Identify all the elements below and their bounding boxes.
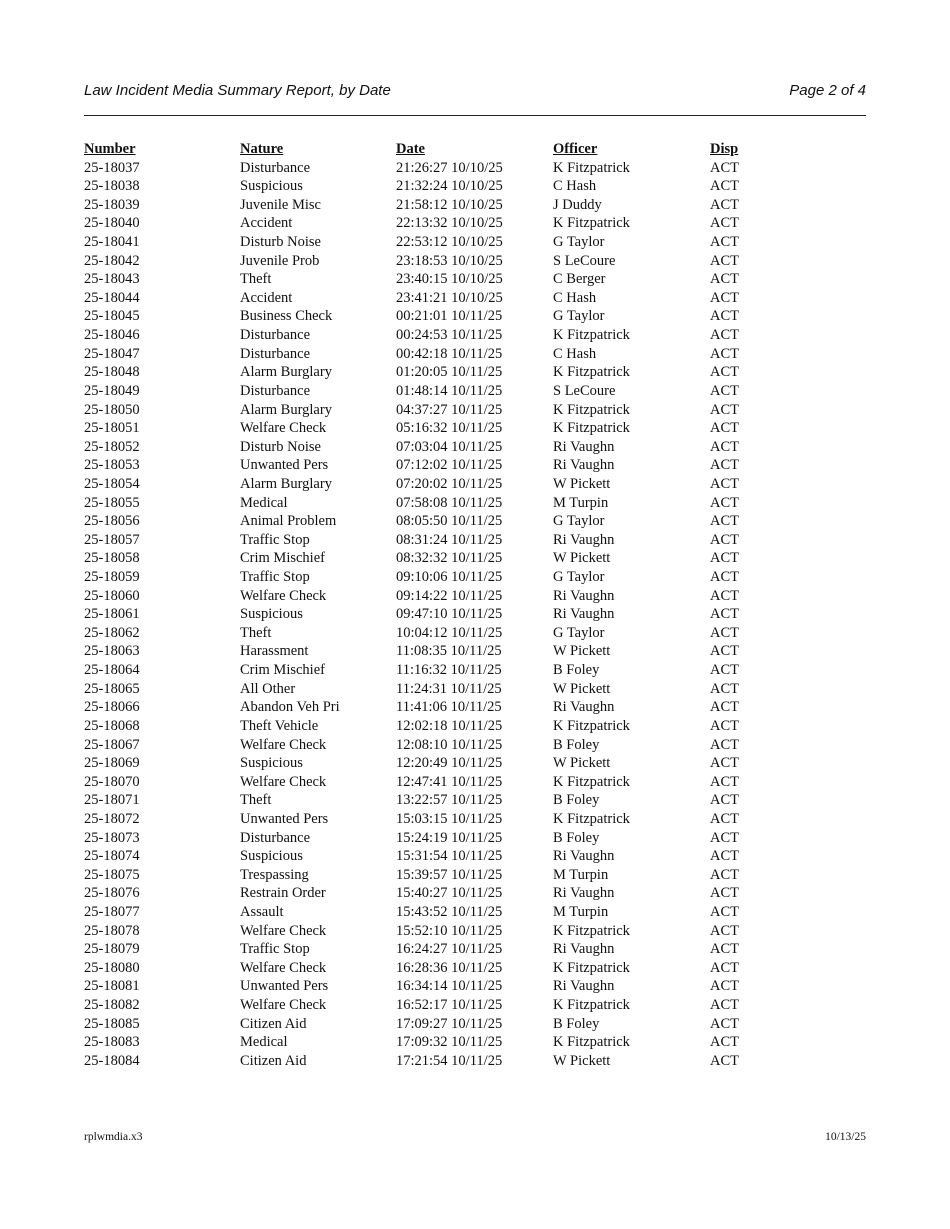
incident-disp: ACT [710,327,739,344]
incident-nature: Unwanted Pers [240,810,329,827]
incident-nature: Harassment [240,643,309,660]
incident-date: 17:09:27 10/11/25 [396,1015,503,1032]
incident-disp: ACT [710,885,739,902]
incident-disp: ACT [710,438,739,455]
print-date: 10/13/25 [825,1131,866,1143]
incident-date: 12:08:10 10/11/25 [396,736,503,753]
incident-nature: Theft [240,792,272,809]
incident-disp: ACT [710,364,739,381]
incident-date: 15:31:54 10/11/25 [396,848,503,865]
incident-disp: ACT [710,1052,739,1069]
incident-officer: Ri Vaughn [553,885,615,902]
incident-number: 25-18071 [84,792,140,809]
incident-date: 08:31:24 10/11/25 [396,531,503,548]
incident-disp: ACT [710,215,739,232]
incident-disp: ACT [710,903,739,920]
incident-officer: B Foley [553,662,600,679]
incident-nature: Citizen Aid [240,1052,307,1069]
incident-nature: Disturbance [240,382,311,399]
incident-number: 25-18046 [84,327,140,344]
incident-date: 01:20:05 10/11/25 [396,364,503,381]
incident-officer: B Foley [553,1015,600,1032]
incident-officer: K Fitzpatrick [553,959,630,976]
incident-nature: Alarm Burglary [240,475,332,492]
incident-officer: Ri Vaughn [553,941,615,958]
incident-date: 04:37:27 10/11/25 [396,401,503,418]
incident-number: 25-18041 [84,234,140,251]
incident-disp: ACT [710,234,739,251]
incident-nature: Assault [240,903,284,920]
incident-number: 25-18083 [84,1034,140,1051]
incident-date: 00:42:18 10/11/25 [396,345,503,362]
incident-date: 21:26:27 10/10/25 [396,159,503,176]
report-id: rplwmdia.x3 [84,1131,143,1143]
incident-nature: Traffic Stop [240,531,310,548]
incident-date: 00:24:53 10/11/25 [396,327,503,344]
incident-officer: Ri Vaughn [553,587,615,604]
incident-nature: Alarm Burglary [240,364,332,381]
incident-number: 25-18051 [84,420,140,437]
incident-number: 25-18081 [84,978,140,995]
incident-disp: ACT [710,680,739,697]
incident-officer: S LeCoure [553,252,616,269]
incident-officer: Ri Vaughn [553,438,615,455]
incident-officer: C Hash [553,289,597,306]
incident-officer: W Pickett [553,643,611,660]
incident-nature: Crim Mischief [240,550,325,567]
incident-date: 08:32:32 10/11/25 [396,550,503,567]
incident-officer: J Duddy [553,196,602,213]
incident-date: 09:47:10 10/11/25 [396,606,503,623]
incident-officer: B Foley [553,736,600,753]
incident-disp: ACT [710,662,739,679]
incident-nature: Disturbance [240,159,311,176]
incident-number: 25-18082 [84,997,140,1014]
incident-date: 23:18:53 10/10/25 [396,252,503,269]
incident-nature: Medical [240,1034,288,1051]
incident-date: 22:13:32 10/10/25 [396,215,503,232]
incident-date: 15:52:10 10/11/25 [396,922,503,939]
incident-nature: Suspicious [240,755,303,772]
incident-nature: Suspicious [240,606,303,623]
incident-disp: ACT [710,699,739,716]
incident-number: 25-18069 [84,755,140,772]
incident-number: 25-18062 [84,624,140,641]
incident-disp: ACT [710,475,739,492]
incident-date: 11:08:35 10/11/25 [396,643,502,660]
incident-number: 25-18075 [84,866,140,883]
incident-officer: K Fitzpatrick [553,159,630,176]
incident-date: 12:20:49 10/11/25 [396,755,503,772]
incident-date: 16:24:27 10/11/25 [396,941,503,958]
incident-officer: G Taylor [553,624,605,641]
incident-officer: W Pickett [553,475,611,492]
incident-nature: Juvenile Prob [240,252,320,269]
incident-date: 10:04:12 10/11/25 [396,624,503,641]
incident-number: 25-18042 [84,252,140,269]
incident-disp: ACT [710,494,739,511]
incident-number: 25-18040 [84,215,140,232]
incident-nature: Trespassing [240,866,309,883]
incident-nature: Abandon Veh Pri [240,699,340,716]
incident-disp: ACT [710,457,739,474]
incident-officer: K Fitzpatrick [553,773,630,790]
incident-nature: Animal Problem [240,513,337,530]
incident-disp: ACT [710,941,739,958]
incident-date: 08:05:50 10/11/25 [396,513,503,530]
incident-disp: ACT [710,848,739,865]
incident-date: 11:41:06 10/11/25 [396,699,502,716]
incident-date: 07:20:02 10/11/25 [396,475,503,492]
incident-number: 25-18084 [84,1052,140,1069]
incident-date: 01:48:14 10/11/25 [396,382,503,399]
incident-number: 25-18058 [84,550,140,567]
incident-officer: K Fitzpatrick [553,420,630,437]
incident-disp: ACT [710,420,739,437]
incident-number: 25-18067 [84,736,140,753]
incident-nature: Crim Mischief [240,662,325,679]
incident-nature: Disturbance [240,327,311,344]
incident-disp: ACT [710,289,739,306]
incident-number: 25-18066 [84,699,140,716]
incident-disp: ACT [710,382,739,399]
incident-officer: K Fitzpatrick [553,810,630,827]
incident-nature: All Other [240,680,296,697]
incident-number: 25-18044 [84,289,140,306]
incident-number: 25-18064 [84,662,140,679]
incident-disp: ACT [710,736,739,753]
incident-disp: ACT [710,178,739,195]
incident-nature: Welfare Check [240,959,327,976]
incident-number: 25-18052 [84,438,140,455]
incident-disp: ACT [710,829,739,846]
incident-number: 25-18047 [84,345,140,362]
incident-number: 25-18070 [84,773,140,790]
column-header-disp: Disp [710,141,739,157]
incident-number: 25-18068 [84,717,140,734]
incident-date: 15:40:27 10/11/25 [396,885,503,902]
incident-number: 25-18078 [84,922,140,939]
incident-number: 25-18056 [84,513,140,530]
incident-officer: K Fitzpatrick [553,922,630,939]
incident-disp: ACT [710,1034,739,1051]
incident-number: 25-18080 [84,959,140,976]
incident-officer: Ri Vaughn [553,606,615,623]
incident-officer: M Turpin [553,866,609,883]
incident-nature: Disturb Noise [240,234,321,251]
incident-date: 07:03:04 10/11/25 [396,438,503,455]
incident-officer: C Berger [553,271,606,288]
incident-disp: ACT [710,196,739,213]
incident-nature: Restrain Order [240,885,326,902]
incident-officer: B Foley [553,829,600,846]
incident-date: 23:41:21 10/10/25 [396,289,503,306]
incident-nature: Disturb Noise [240,438,321,455]
incident-number: 25-18059 [84,569,140,586]
incident-date: 21:32:24 10/10/25 [396,178,503,195]
incident-nature: Welfare Check [240,922,327,939]
incident-officer: Ri Vaughn [553,699,615,716]
incident-date: 22:53:12 10/10/25 [396,234,503,251]
incident-nature: Medical [240,494,288,511]
incident-number: 25-18074 [84,848,140,865]
incident-date: 17:21:54 10/11/25 [396,1052,503,1069]
incident-nature: Unwanted Pers [240,457,329,474]
header-divider [84,115,866,116]
incident-date: 21:58:12 10/10/25 [396,196,503,213]
incident-nature: Theft [240,271,272,288]
incident-nature: Welfare Check [240,736,327,753]
incident-officer: Ri Vaughn [553,531,615,548]
incident-number: 25-18060 [84,587,140,604]
incident-number: 25-18054 [84,475,140,492]
incident-nature: Welfare Check [240,587,327,604]
incident-nature: Welfare Check [240,997,327,1014]
column-header-officer: Officer [553,141,598,157]
incident-officer: S LeCoure [553,382,616,399]
incident-disp: ACT [710,401,739,418]
incident-nature: Theft [240,624,272,641]
incident-date: 15:24:19 10/11/25 [396,829,503,846]
incident-date: 09:10:06 10/11/25 [396,569,503,586]
incident-officer: K Fitzpatrick [553,401,630,418]
incident-date: 23:40:15 10/10/25 [396,271,503,288]
incident-date: 11:24:31 10/11/25 [396,680,502,697]
incident-number: 25-18038 [84,178,140,195]
incident-nature: Theft Vehicle [240,717,319,734]
incident-number: 25-18085 [84,1015,140,1032]
incident-number: 25-18061 [84,606,140,623]
incident-nature: Welfare Check [240,773,327,790]
incident-date: 15:43:52 10/11/25 [396,903,503,920]
incident-number: 25-18079 [84,941,140,958]
incident-number: 25-18049 [84,382,140,399]
incident-officer: M Turpin [553,494,609,511]
incident-disp: ACT [710,717,739,734]
incident-number: 25-18048 [84,364,140,381]
incident-disp: ACT [710,959,739,976]
incident-officer: B Foley [553,792,600,809]
incident-officer: C Hash [553,178,597,195]
incident-nature: Accident [240,215,293,232]
incident-officer: W Pickett [553,755,611,772]
incident-disp: ACT [710,978,739,995]
incident-date: 11:16:32 10/11/25 [396,662,502,679]
incident-disp: ACT [710,252,739,269]
incident-nature: Disturbance [240,345,311,362]
incident-nature: Unwanted Pers [240,978,329,995]
incident-number: 25-18050 [84,401,140,418]
incident-nature: Accident [240,289,293,306]
incident-disp: ACT [710,773,739,790]
incident-officer: Ri Vaughn [553,457,615,474]
incident-date: 15:03:15 10/11/25 [396,810,503,827]
incident-officer: G Taylor [553,569,605,586]
column-header-date: Date [396,141,425,157]
incident-officer: K Fitzpatrick [553,327,630,344]
incident-officer: W Pickett [553,550,611,567]
incident-officer: Ri Vaughn [553,848,615,865]
incident-officer: G Taylor [553,513,605,530]
incident-date: 16:34:14 10/11/25 [396,978,503,995]
incident-disp: ACT [710,550,739,567]
incident-date: 07:58:08 10/11/25 [396,494,503,511]
incident-nature: Juvenile Misc [240,196,321,213]
incident-officer: Ri Vaughn [553,978,615,995]
incident-number: 25-18063 [84,643,140,660]
incident-disp: ACT [710,345,739,362]
incident-number: 25-18043 [84,271,140,288]
incident-disp: ACT [710,513,739,530]
incident-officer: W Pickett [553,1052,611,1069]
incident-date: 12:47:41 10/11/25 [396,773,503,790]
incident-nature: Citizen Aid [240,1015,307,1032]
incident-date: 09:14:22 10/11/25 [396,587,503,604]
incident-nature: Welfare Check [240,420,327,437]
incident-date: 07:12:02 10/11/25 [396,457,503,474]
incident-disp: ACT [710,792,739,809]
incident-disp: ACT [710,587,739,604]
incident-nature: Alarm Burglary [240,401,332,418]
incident-nature: Traffic Stop [240,941,310,958]
incident-disp: ACT [710,606,739,623]
incident-number: 25-18077 [84,903,140,920]
column-header-nature: Nature [240,141,284,157]
incident-date: 16:28:36 10/11/25 [396,959,503,976]
incident-disp: ACT [710,755,739,772]
incident-nature: Traffic Stop [240,569,310,586]
incident-disp: ACT [710,997,739,1014]
incident-disp: ACT [710,624,739,641]
incident-number: 25-18053 [84,457,140,474]
incident-number: 25-18037 [84,159,140,176]
incident-officer: K Fitzpatrick [553,997,630,1014]
incident-officer: G Taylor [553,308,605,325]
column-header-number: Number [84,141,136,157]
incident-officer: K Fitzpatrick [553,364,630,381]
incident-number: 25-18039 [84,196,140,213]
incident-nature: Business Check [240,308,333,325]
incident-date: 15:39:57 10/11/25 [396,866,503,883]
incident-number: 25-18045 [84,308,140,325]
incident-date: 05:16:32 10/11/25 [396,420,503,437]
incident-disp: ACT [710,1015,739,1032]
incident-nature: Suspicious [240,848,303,865]
incident-number: 25-18057 [84,531,140,548]
incident-date: 00:21:01 10/11/25 [396,308,503,325]
incident-disp: ACT [710,159,739,176]
incident-officer: G Taylor [553,234,605,251]
incident-disp: ACT [710,271,739,288]
incident-number: 25-18065 [84,680,140,697]
incident-officer: K Fitzpatrick [553,717,630,734]
incident-officer: M Turpin [553,903,609,920]
report-title: Law Incident Media Summary Report, by Date [84,82,391,99]
incident-number: 25-18073 [84,829,140,846]
incident-number: 25-18055 [84,494,140,511]
incident-date: 17:09:32 10/11/25 [396,1034,503,1051]
incident-nature: Disturbance [240,829,311,846]
incident-disp: ACT [710,643,739,660]
incident-number: 25-18072 [84,810,140,827]
incident-disp: ACT [710,531,739,548]
incident-disp: ACT [710,308,739,325]
incident-disp: ACT [710,569,739,586]
incident-date: 12:02:18 10/11/25 [396,717,503,734]
page-number: Page 2 of 4 [789,82,866,99]
incident-officer: K Fitzpatrick [553,215,630,232]
incident-disp: ACT [710,866,739,883]
incident-officer: K Fitzpatrick [553,1034,630,1051]
incident-disp: ACT [710,810,739,827]
incident-date: 13:22:57 10/11/25 [396,792,503,809]
incident-officer: W Pickett [553,680,611,697]
incident-officer: C Hash [553,345,597,362]
incident-number: 25-18076 [84,885,140,902]
incident-date: 16:52:17 10/11/25 [396,997,503,1014]
incident-disp: ACT [710,922,739,939]
incident-nature: Suspicious [240,178,303,195]
